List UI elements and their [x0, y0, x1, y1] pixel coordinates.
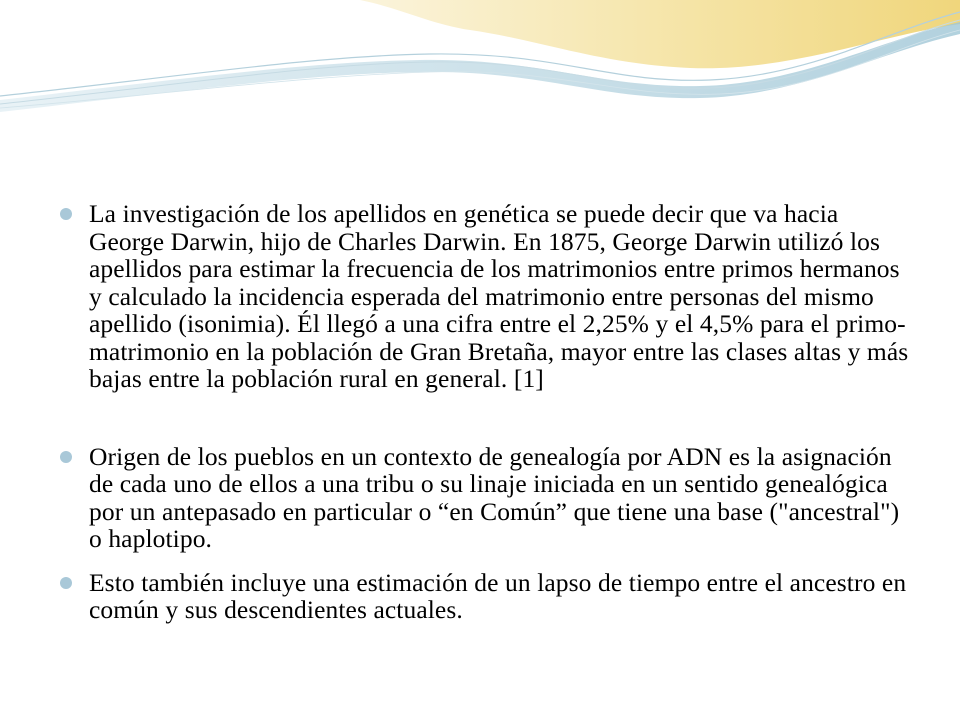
bullet-item [60, 569, 910, 624]
bullet-item [60, 443, 910, 553]
bullet-text: Origen de los pueblos en un contexto de genealogía por ADN es la asignación de cada uno de ellos a una tribu o su linaje iniciada en un sentido genealógica por un antepasado en particular o “en Común” que tiene una base ("ancestral") o haplotipo. [89, 441, 900, 553]
bullet-item [60, 200, 910, 393]
bullet-dot-icon [60, 577, 72, 589]
bullet-text: La investigación de los apellidos en genética se puede decir que va hacia George Darwin, hijo de Charles Darwin. En 1875, George Darwin utilizó los apellidos para estimar la frecuencia de los matrimonios entre primos hermanos y calculado la incidencia esperada del matrimonio entre personas del mismo apellido (isonimia). Él llegó a una cifra entre el 2,25% y el 4,5% para el primo-matrimonio en la población de Gran Bretaña, mayor entre las clases altas y más bajas entre la población rural en general. [1] [89, 199, 909, 393]
bullet-text: Esto también incluye una estimación de un lapso de tiempo entre el ancestro en común y sus descendientes actuales. [89, 567, 907, 624]
bullet-dot-icon [60, 451, 72, 463]
header-wave-decoration [0, 0, 960, 130]
slide-body [60, 200, 910, 624]
bullet-dot-icon [60, 208, 72, 220]
